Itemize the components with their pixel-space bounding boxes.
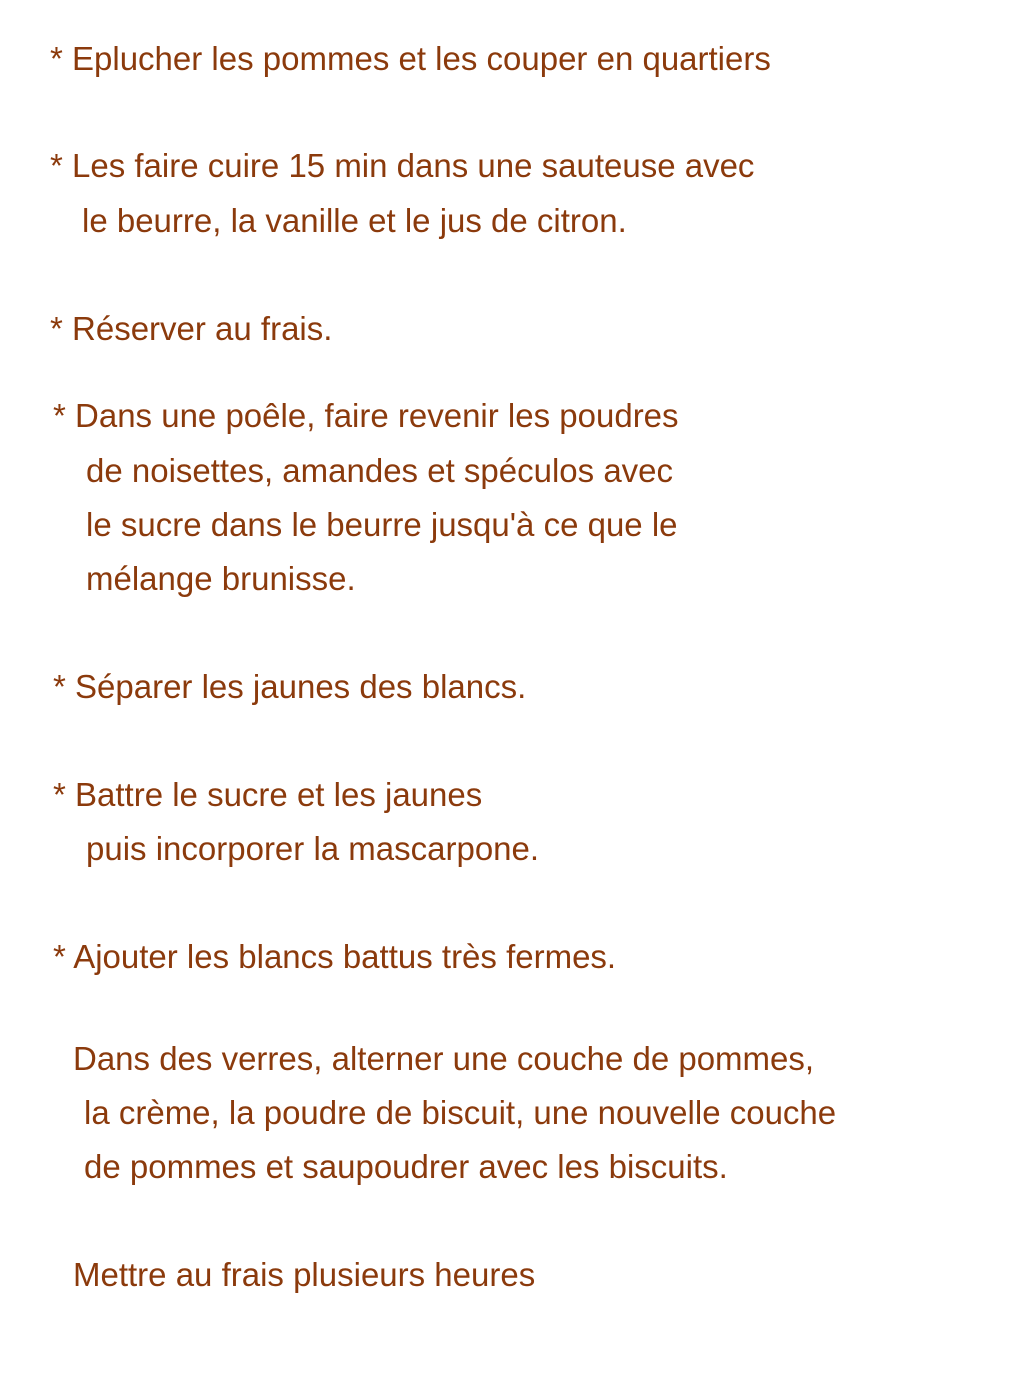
- step-toast-powders-cont-1: de noisettes, amandes et spéculos avec: [86, 452, 674, 489]
- step-toast-powders-cont-3: mélange brunisse.: [86, 560, 356, 597]
- step-cook-apples: * Les faire cuire 15 min dans une sauteuse avec: [50, 147, 755, 184]
- step-beat-yolks: * Battre le sucre et les jaunes: [53, 776, 483, 813]
- step-refrigerate: * Réserver au frais.: [50, 310, 333, 347]
- step-peel-apples: * Eplucher les pommes et les couper en quartiers: [50, 40, 771, 77]
- step-chill: Mettre au frais plusieurs heures: [73, 1256, 536, 1293]
- step-assemble-cont-1: la crème, la poudre de biscuit, une nouvelle couche: [84, 1094, 837, 1131]
- step-toast-powders: * Dans une poêle, faire revenir les poudres: [53, 397, 679, 434]
- step-assemble-cont-2: de pommes et saupoudrer avec les biscuits.: [84, 1148, 728, 1185]
- step-beat-yolks-cont: puis incorporer la mascarpone.: [86, 830, 540, 867]
- step-toast-powders-cont-2: le sucre dans le beurre jusqu'à ce que le: [86, 506, 678, 543]
- step-add-whites: * Ajouter les blancs battus très fermes.: [53, 938, 617, 975]
- step-cook-apples-cont: le beurre, la vanille et le jus de citron.: [82, 202, 627, 239]
- step-assemble: Dans des verres, alterner une couche de pommes,: [73, 1040, 815, 1077]
- step-separate-eggs: * Séparer les jaunes des blancs.: [53, 668, 527, 705]
